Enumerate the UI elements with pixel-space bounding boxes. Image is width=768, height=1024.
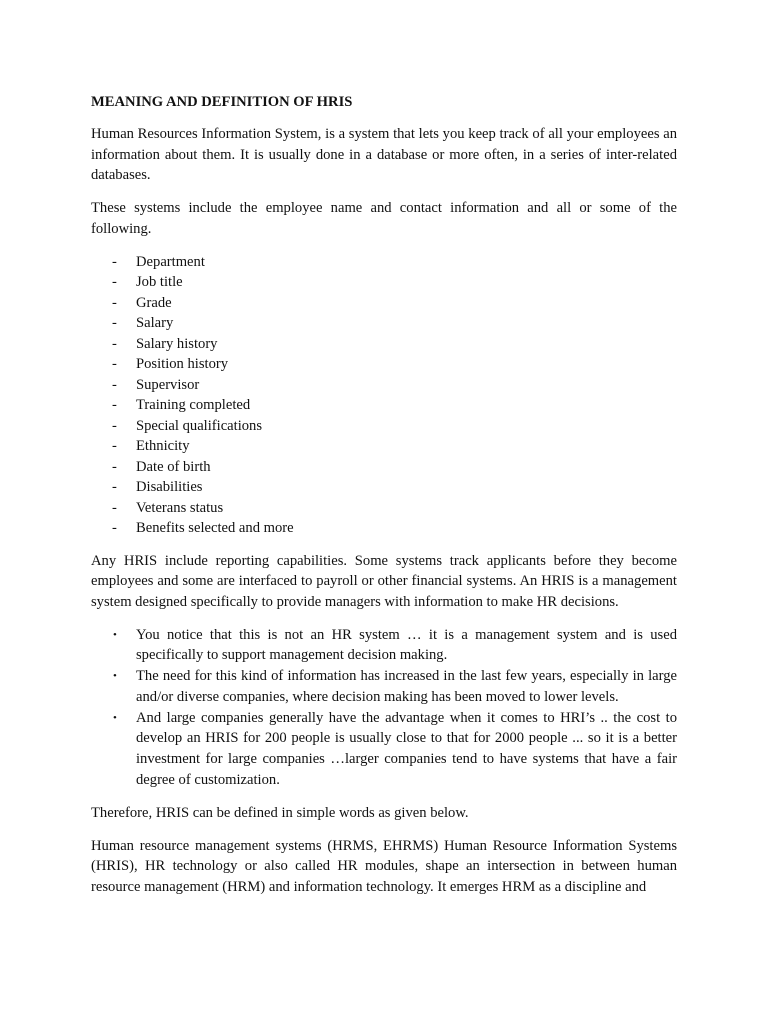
list-item — [91, 518, 677, 539]
list-item-text: Supervisor — [136, 376, 200, 393]
bullet-text: The need for this kind of information has increased in the last few years, especially in large and/or diverse companies, where decision making has been moved to lower levels. — [136, 668, 677, 705]
list-item-text: Department — [136, 253, 205, 270]
list-item — [91, 395, 677, 416]
document-heading: MEANING AND DEFINITION OF HRIS — [91, 94, 353, 110]
list-item-text: Benefits selected and more — [136, 520, 294, 536]
bullet-text: And large companies generally have the advantage when it comes to HRI’s .. the cost to develop an HRIS for 200 people is usually close to that for 2000 people ... so it is a better investment for large companies …larger companies tend to have systems that have a fair degree of customization. — [136, 709, 677, 789]
list-item-text: Ethnicity — [136, 438, 190, 454]
document-page — [91, 92, 677, 910]
dash-marker: - — [112, 479, 117, 495]
dash-marker: - — [112, 315, 117, 331]
dash-marker: - — [112, 253, 117, 270]
list-item — [91, 416, 677, 437]
list-item-text: Salary — [136, 315, 174, 331]
paragraph-intro: Human Resources Information System, is a system that lets you keep track of all your employees an information about them. It is usually done in a database or more often, in a series of inter-related databases. — [91, 126, 677, 183]
bullet-item — [91, 666, 677, 708]
list-item — [91, 498, 677, 519]
list-item — [91, 436, 677, 457]
list-item-text: Date of birth — [136, 458, 211, 475]
dash-marker: - — [112, 356, 117, 372]
list-item-text: Salary history — [136, 335, 218, 352]
list-item — [91, 334, 677, 355]
paragraph-therefore: Therefore, HRIS can be defined in simple words as given below. — [91, 804, 469, 821]
dash-marker: - — [112, 458, 117, 475]
dash-marker: - — [112, 499, 117, 516]
dash-marker: - — [112, 335, 117, 352]
list-item — [91, 354, 677, 375]
dash-list — [91, 252, 677, 539]
dash-marker: - — [112, 294, 117, 311]
dash-marker: - — [112, 397, 117, 413]
paragraph-reporting: Any HRIS include reporting capabilities. Some systems track applicants before they become employees and some are interfaced to payroll or other financial systems. An HRIS is a management system designed specifically to provide managers with information to make HR decisions. — [91, 552, 677, 610]
bullet-list — [91, 625, 677, 791]
dash-marker: - — [112, 376, 117, 393]
list-item-text: Job title — [136, 274, 183, 290]
dash-marker: - — [112, 438, 117, 454]
list-item — [91, 293, 677, 314]
list-item — [91, 252, 677, 273]
dash-marker: - — [112, 520, 117, 536]
paragraph-hrms-definition: Human resource management systems (HRMS, EHRMS) Human Resource Information Systems (HRIS), HR technology or also called HR modules, shape an intersection in between human resource management (HRM) and information technology. It emerges HRM as a discipline and — [91, 837, 677, 895]
bullet-text: You notice that this is not an HR system … it is a management system and is used specifically to support management decision making. — [136, 626, 677, 664]
list-item — [91, 457, 677, 478]
list-item-text: Special qualifications — [136, 417, 263, 434]
dash-marker: - — [112, 417, 117, 434]
bullet-item — [91, 625, 677, 667]
dash-marker: - — [112, 274, 117, 290]
bullet-marker: • — [113, 711, 117, 724]
list-item — [91, 313, 677, 334]
bullet-marker: • — [113, 670, 117, 683]
list-item-text: Veterans status — [136, 499, 224, 516]
list-item-text: Grade — [136, 294, 172, 311]
list-item-text: Training completed — [136, 397, 251, 413]
bullet-marker: • — [113, 628, 117, 641]
list-item-text: Position history — [136, 356, 229, 372]
paragraph-systems-include: These systems include the employee name and contact information and all or some of the following. — [91, 200, 677, 237]
list-item — [91, 272, 677, 293]
list-item — [91, 477, 677, 498]
list-item-text: Disabilities — [136, 479, 203, 495]
bullet-item — [91, 708, 677, 791]
list-item — [91, 375, 677, 396]
